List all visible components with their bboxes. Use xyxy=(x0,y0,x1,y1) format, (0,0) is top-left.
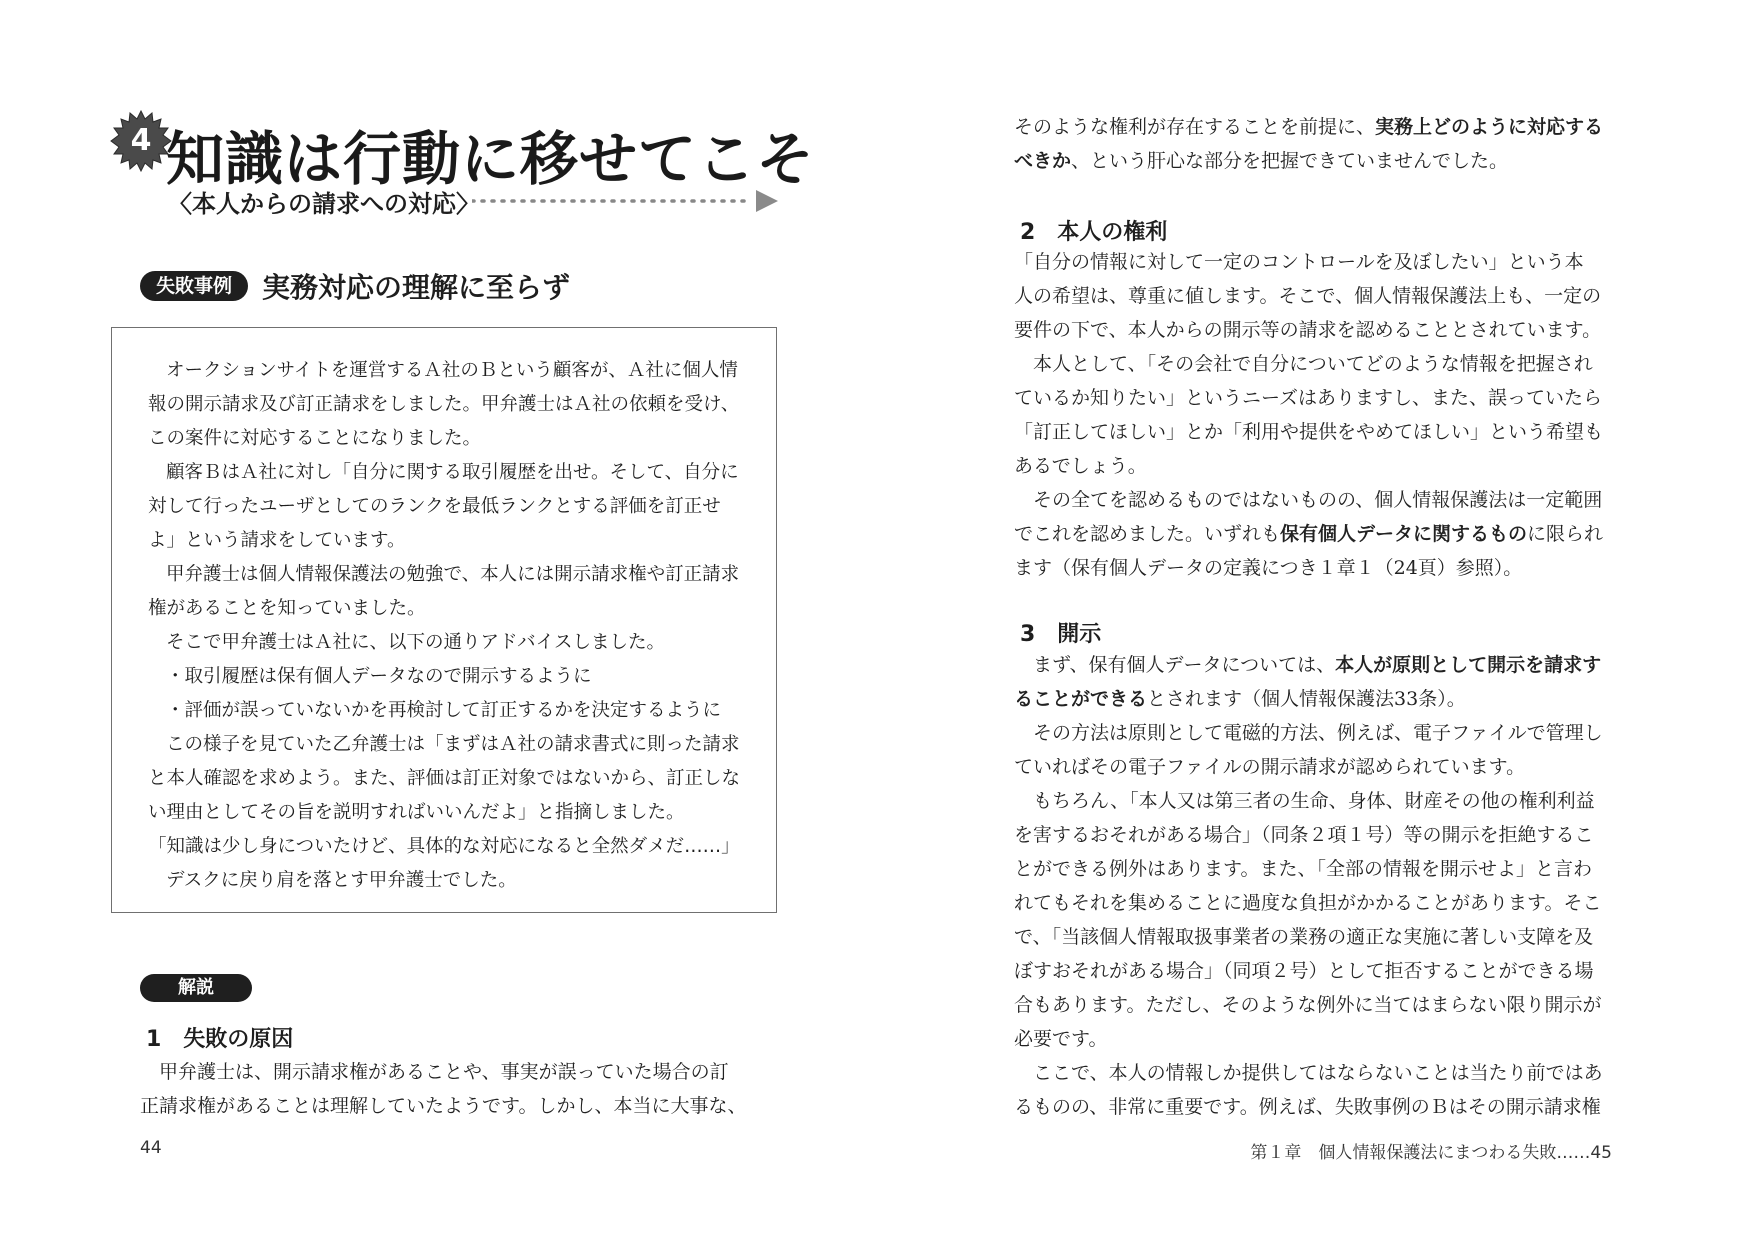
body-line: まず、保有個人データについては、本人が原則として開示を請求す xyxy=(1033,654,1602,676)
case-line: 「知識は少し身についたけど、具体的な対応になると全然ダメだ……」 xyxy=(148,836,740,857)
page-footer-right: 第１章 個人情報保護法にまつわる失敗……45 xyxy=(1250,1143,1612,1163)
case-line: デスクに戻り肩を落とす甲弁護士でした。 xyxy=(166,870,517,891)
body-line: ていればその電子ファイルの開示請求が認められています。 xyxy=(1014,756,1526,778)
case-line: よ」という請求をしています。 xyxy=(148,530,406,551)
body-line: ぼすおそれがある場合」（同項２号）として拒否することができる場 xyxy=(1014,960,1594,982)
case-line: 対して行ったユーザとしてのランクを最低ランクとする評価を訂正せ xyxy=(148,496,721,517)
section-subtitle: 〈本人からの請求への対応〉 xyxy=(168,190,480,218)
case-story-box xyxy=(111,327,777,913)
case-line: 権があることを知っていました。 xyxy=(148,598,426,619)
case-bullet: ・取引履歴は保有個人データなので開示するように xyxy=(166,666,592,687)
section-number-badge xyxy=(110,110,172,172)
body-line: ているか知りたい」というニーズはありますし、また、誤っていたら xyxy=(1014,387,1603,409)
failure-case-tag: 失敗事例 xyxy=(140,271,248,301)
case-line: 顧客ＢはＡ社に対し「自分に関する取引履歴を出せ。そして、自分に xyxy=(166,462,739,483)
heading-disclosure: 3 開示 xyxy=(1020,622,1102,647)
case-title: 実務対応の理解に至らず xyxy=(262,271,571,304)
case-line: そこで甲弁護士はＡ社に、以下の通りアドバイスしました。 xyxy=(166,632,665,653)
section-title: 知識は行動に移せてこそ xyxy=(166,125,816,193)
body-line: もちろん、「本人又は第三者の生命、身体、財産その他の権利利益 xyxy=(1033,790,1595,812)
body-line: ることができるとされます（個人情報保護法33条）。 xyxy=(1014,688,1466,710)
body-line: 要件の下で、本人からの開示等の請求を認めることとされています。 xyxy=(1014,319,1602,341)
body-line: 人の希望は、尊重に値します。そこで、個人情報保護法上も、一定の xyxy=(1014,285,1602,307)
case-line: この案件に対応することになりました。 xyxy=(148,428,482,449)
case-bullet: ・評価が誤っていないかを再検討して訂正するかを決定するように xyxy=(166,700,722,721)
left-page xyxy=(0,0,877,1240)
disclosure-body xyxy=(1014,648,1654,1124)
case-line: この様子を見ていた乙弁護士は「まずはＡ社の請求書式に則った請求 xyxy=(166,734,740,755)
body-line: その全てを認めるものではないものの、個人情報保護法は一定範囲 xyxy=(1033,489,1603,511)
body-line: れてもそれを集めることに過度な負担がかかることがあります。そこ xyxy=(1014,892,1602,914)
body-line: 本人として、「その会社で自分についてどのような情報を把握され xyxy=(1033,353,1593,375)
case-line: い理由としてその旨を説明すればいいんだよ」と指摘しました。 xyxy=(148,802,685,823)
body-line: で、「当該個人情報取扱事業者の業務の適正な実施に著しい支障を及 xyxy=(1014,926,1594,948)
failure-cause-body xyxy=(140,1055,780,1123)
body-line: ます（保有個人データの定義につき１章１（24頁）参照）。 xyxy=(1014,557,1523,579)
body-line: を害するおそれがある場合」（同条２項１号）等の開示を拒絶するこ xyxy=(1014,824,1594,846)
body-line: そのような権利が存在することを前提に、実務上どのように対応する xyxy=(1014,116,1604,138)
body-line: でこれを認めました。いずれも保有個人データに関するものに限られ xyxy=(1014,523,1604,545)
dotted-arrow-decoration xyxy=(472,186,782,216)
body-line: ここで、本人の情報しか提供してはならないことは当たり前ではあ xyxy=(1033,1062,1603,1084)
body-line: 必要です。 xyxy=(1014,1028,1108,1050)
heading-personal-rights: 2 本人の権利 xyxy=(1020,220,1168,245)
heading-failure-cause: 1 失敗の原因 xyxy=(146,1027,294,1052)
case-line: オークションサイトを運営するＡ社のＢという顧客が、Ａ社に個人情 xyxy=(166,360,738,381)
body-line: その方法は原則として電磁的方法、例えば、電子ファイルで管理し xyxy=(1033,722,1603,744)
body-line: 合もあります。ただし、そのような例外に当てはまらない限り開示が xyxy=(1014,994,1602,1016)
section-number: 4 xyxy=(130,123,152,158)
personal-rights-body xyxy=(1014,245,1654,585)
case-line: 甲弁護士は個人情報保護法の勉強で、本人には開示請求権や訂正請求 xyxy=(166,564,740,585)
body-line: 甲弁護士は、開示請求権があることや、事実が誤っていた場合の訂 xyxy=(159,1061,729,1083)
case-line: と本人確認を求めよう。また、評価は訂正対象ではないから、訂正しな xyxy=(148,768,741,789)
body-line: とができる例外はあります。また、「全部の情報を開示せよ」と言わ xyxy=(1014,858,1592,880)
body-line: べきか、という肝心な部分を把握できていませんでした。 xyxy=(1014,150,1509,172)
body-line: あるでしょう。 xyxy=(1014,455,1147,477)
body-line: 「訂正してほしい」とか「利用や提供をやめてほしい」という希望も xyxy=(1014,421,1604,443)
body-line: 正請求権があることは理解していたようです。しかし、本当に大事な、 xyxy=(140,1095,747,1117)
case-line: 報の開示請求及び訂正請求をしました。甲弁護士はＡ社の依頼を受け、 xyxy=(148,394,740,415)
explanation-tag: 解説 xyxy=(140,974,252,1002)
body-line: るものの、非常に重要です。例えば、失敗事例のＢはその開示請求権 xyxy=(1014,1096,1601,1118)
body-line: 「自分の情報に対して一定のコントロールを及ぼしたい」という本 xyxy=(1014,251,1584,273)
page-number-left: 44 xyxy=(140,1138,162,1158)
arrow-right-icon xyxy=(756,190,778,212)
continuation-text xyxy=(1014,110,1654,178)
